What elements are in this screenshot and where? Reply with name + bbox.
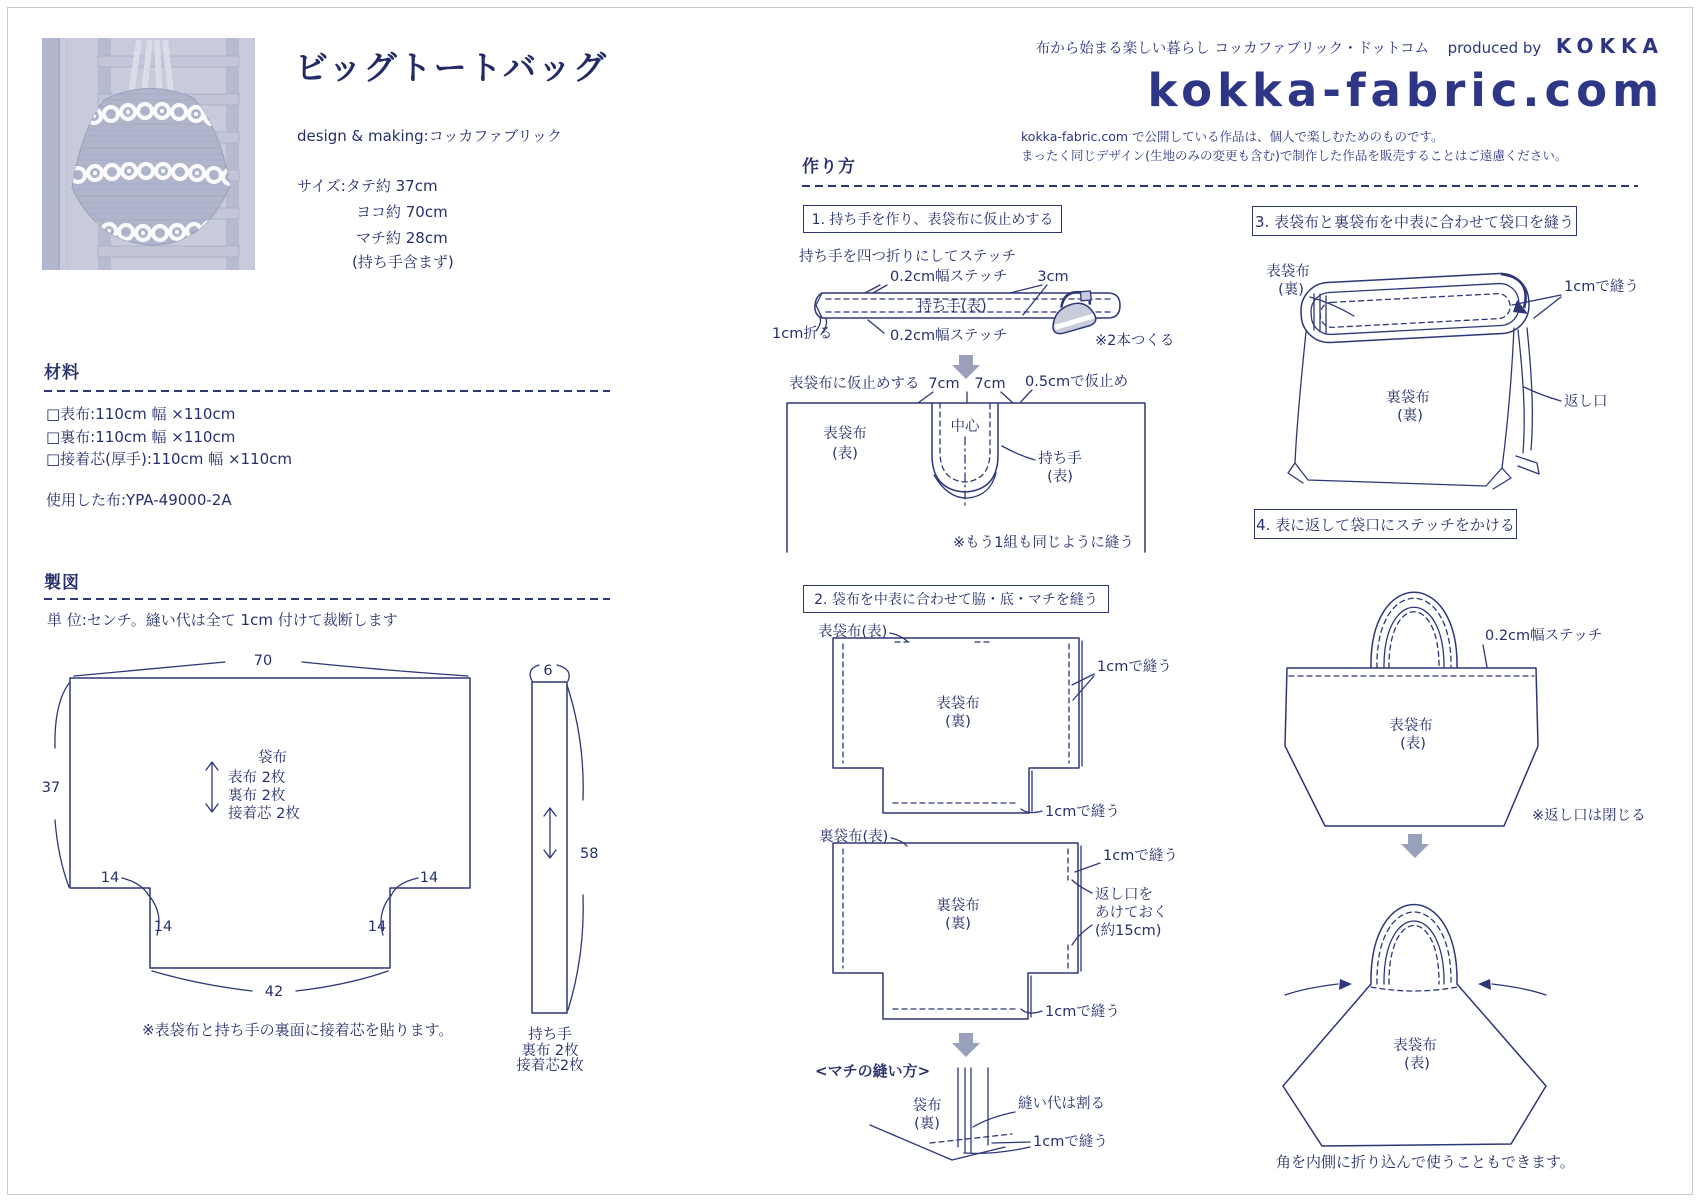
down-arrow-2 <box>952 1033 980 1057</box>
dim-handle-width-6: 6 <box>543 663 553 679</box>
final-handle-inner <box>1384 921 1444 984</box>
gusset-bag-l2: (裏) <box>914 1116 940 1132</box>
fold-arrow-left-head <box>1339 979 1352 990</box>
s2-sew-right-1: 1cmで縫う <box>1097 659 1172 675</box>
gusset-bag-l1: 袋布 <box>912 1098 942 1114</box>
unit-note: 単 位:センチ。縫い代は全て 1cm 付けて裁断します <box>47 611 398 629</box>
s2-outer-l2: (裏) <box>945 714 971 730</box>
size-line-3: マチ約 28cm <box>356 229 448 247</box>
pattern-outline <box>70 678 470 968</box>
handle-pattern-diagram <box>495 645 625 1085</box>
handle-front2-leader <box>1002 446 1035 460</box>
s2-sew-bottom-1: 1cmで縫う <box>1045 804 1120 820</box>
final-handle-stitch-2 <box>1389 926 1439 985</box>
dim-notch-right-depth: 14 <box>367 919 387 935</box>
materials-divider <box>44 390 610 392</box>
size-line-2: ヨコ約 70cm <box>356 203 448 221</box>
material-item-interfacing: □接着芯(厚手):110cm 幅 ×110cm <box>46 450 293 468</box>
s3-lining-l1: 裏袋布 <box>1386 390 1430 406</box>
s4-close-note: ※返し口は閉じる <box>1532 808 1646 824</box>
leader-left-lower <box>55 820 69 887</box>
gusset-sew-label: 1cmで縫う <box>1033 1134 1108 1150</box>
brand-header <box>1019 34 1664 165</box>
step1-diagram <box>770 235 1180 560</box>
stitch-bottom-leader <box>868 320 884 333</box>
howto-divider <box>802 185 1638 187</box>
outer-front-l1: 表袋布 <box>823 426 867 442</box>
handle-front2-l1: 持ち手 <box>1038 451 1082 467</box>
kokka-fabric-logo: kokka-fabric.com <box>1147 64 1664 117</box>
piece-name: 袋布 <box>258 750 287 766</box>
step3-title: 3. 表袋布と裏袋布を中表に合わせて袋口を縫う <box>1254 212 1575 231</box>
step3-diagram <box>1250 250 1670 505</box>
bag-photo <box>42 38 255 270</box>
leader-top-right <box>302 662 468 676</box>
s2-outer-face-label: 表袋布(表) <box>818 624 888 640</box>
fold-arrow-right <box>1492 984 1546 995</box>
dim-notch-top-right: 14 <box>419 870 439 886</box>
s2-sew-right-leaders <box>1072 674 1094 700</box>
final-bag-diagram <box>1260 862 1690 1192</box>
s2-sew-bottom-2: 1cmで縫う <box>1045 1004 1120 1020</box>
handle-grain-arrow <box>544 808 556 858</box>
drafting-heading: 製図 <box>44 573 80 593</box>
leader-notch-tl <box>122 878 149 896</box>
step2-diagram <box>770 575 1190 1065</box>
fold-arrow-right-head <box>1478 979 1491 990</box>
tuck-note: 角を内側に折り込んで使うこともできます。 <box>1276 1153 1575 1171</box>
page-title: ビッグトートバッグ <box>295 48 609 87</box>
leader-handle-right-lower <box>568 895 583 1010</box>
s3-opening-leader <box>1524 387 1561 401</box>
gusset-seam-allowances <box>958 1068 988 1153</box>
step1-sub: 持ち手を四つ折りにしてステッチ <box>799 249 1017 265</box>
handle-front2-l2: (表) <box>1047 469 1073 485</box>
gusset-press-leader <box>973 1112 1015 1127</box>
piece-qty-lining: 裏布 2枚 <box>228 788 286 804</box>
design-credit: design & making:コッカファブリック <box>297 127 562 145</box>
gusset-heading: <マチの縫い方> <box>815 1062 931 1080</box>
s3-outer-l2: (裏) <box>1278 282 1304 298</box>
s2-opening-leaders <box>1072 880 1092 945</box>
final-outer-l1: 表袋布 <box>1393 1038 1437 1054</box>
usage-notice <box>1021 127 1664 165</box>
dim-bottom-42: 42 <box>264 984 284 1000</box>
material-item-lining: □裏布:110cm 幅 ×110cm <box>46 427 236 446</box>
final-opening-stitch <box>1371 987 1457 991</box>
dim-3cm-leaders <box>1010 285 1047 315</box>
s2-sew-right-2: 1cmで縫う <box>1103 848 1178 864</box>
usage-notice-line-1: kokka-fabric.com で公開している作品は、個人で楽しむためのものです。 <box>1021 129 1444 144</box>
down-arrow-3 <box>1401 834 1429 858</box>
leader-handle-top-left <box>530 665 539 681</box>
s2-opening-l1: 返し口を <box>1095 887 1153 903</box>
dim-3cm: 3cm <box>1037 269 1069 285</box>
s3-lining-l2: (裏) <box>1397 408 1423 424</box>
leader-handle-top-right <box>557 665 569 681</box>
dim-height-37: 37 <box>41 780 61 796</box>
s2-lining-face-leader <box>891 838 907 846</box>
gusset-diagram <box>770 1055 1190 1200</box>
leader-top-left <box>74 662 225 676</box>
s2-lining-l2: (裏) <box>945 916 971 932</box>
stitch-label-top: 0.2cm幅ステッチ <box>890 269 1008 285</box>
handle-name: 持ち手 <box>528 1027 572 1043</box>
step4-diagram <box>1260 545 1660 875</box>
center-label: 中心 <box>950 419 980 435</box>
s3-sew-label: 1cmで縫う <box>1564 279 1639 295</box>
s4-stitch-leader <box>1483 645 1487 667</box>
s3-outer-leader <box>1310 297 1354 316</box>
leader-left-upper <box>55 682 70 748</box>
handle-qty-interfacing: 接着芯2枚 <box>516 1058 584 1074</box>
s2-outer-face-leader <box>890 633 907 641</box>
handle-front-label: 持ち手(表) <box>917 299 987 315</box>
howto-heading: 作り方 <box>802 157 856 177</box>
leader-bottom-left <box>152 971 252 991</box>
leader-notch-tr <box>391 878 418 896</box>
baste-label: 表袋布に仮止めする <box>789 376 920 392</box>
final-outer-l2: (表) <box>1404 1056 1430 1072</box>
leader-bottom-right <box>296 971 388 991</box>
step2-title: 2. 袋布を中表に合わせて脇・底・マチを縫う <box>814 592 1098 608</box>
dim-notch-left-depth: 14 <box>153 919 173 935</box>
handle-qty-lining: 裏布 2枚 <box>521 1043 579 1059</box>
s3-opening-label: 返し口 <box>1564 394 1608 410</box>
piece-qty-outer: 表布 2枚 <box>228 770 286 786</box>
usage-notice-line-2: まったく同じデザイン(生地のみの変更も含む)で制作した作品を販売することはご遠慮ください。 <box>1021 148 1568 163</box>
brand-tagline-line <box>1019 34 1664 58</box>
s3-bag-rim <box>1300 272 1531 344</box>
s2-outer-double-edge <box>1032 641 1082 811</box>
s4-outer-l2: (表) <box>1400 736 1426 752</box>
materials-heading: 材料 <box>44 363 80 383</box>
drafting-divider <box>44 598 610 600</box>
leader-handle-right-upper <box>567 685 583 800</box>
dim-handle-length-58: 58 <box>580 846 599 862</box>
step4-title: 4. 表に返して袋口にステッチをかける <box>1256 515 1515 534</box>
s2-lining-double-edge <box>1031 846 1081 1017</box>
s2-lining-l1: 裏袋布 <box>936 898 980 914</box>
s2-opening-l3: (約15cm) <box>1095 923 1162 939</box>
fold-1cm-label: 1cm折る <box>772 326 833 342</box>
fabric-used: 使用した布:YPA-49000-2A <box>46 491 232 509</box>
produced-by-label: produced by <box>1447 39 1542 57</box>
s4-outer-l1: 表袋布 <box>1389 718 1433 734</box>
step3-title-box <box>1252 206 1577 236</box>
s3-outer-l1: 表袋布 <box>1266 264 1310 280</box>
make-two-note: ※2本つくる <box>1095 333 1175 349</box>
size-line-1: サイズ:タテ約 37cm <box>297 177 438 195</box>
grain-arrow <box>206 762 218 812</box>
materials-list <box>46 403 292 471</box>
door-edge <box>42 38 58 270</box>
piece-qty-interfacing: 接着芯 2枚 <box>228 806 300 822</box>
step4-title-box <box>1254 509 1517 539</box>
s2-lining-face-label: 裏袋布(表) <box>819 829 889 845</box>
s2-outer-l1: 表袋布 <box>936 696 980 712</box>
s4-stitch-label: 0.2cm幅ステッチ <box>1485 628 1603 644</box>
repeat-note: ※もう1組も同じように縫う <box>953 535 1134 551</box>
material-item-outer: □表布:110cm 幅 ×110cm <box>46 405 236 423</box>
dim-notch-top-left: 14 <box>100 870 120 886</box>
s4-handle-stitch-2 <box>1389 612 1439 668</box>
brand-tagline: 布から始まる楽しい暮らし コッカファブリック・ドットコム <box>1035 41 1429 57</box>
s3-bag-body <box>1295 328 1514 486</box>
gusset-press-label: 縫い代は割る <box>1018 1096 1105 1112</box>
kokka-wordmark: KOKKA <box>1555 34 1664 58</box>
s3-opening-edge <box>1516 328 1539 474</box>
step1-title-box <box>803 205 1062 233</box>
main-pattern-diagram <box>30 640 490 1020</box>
s2-opening-l2: あけておく <box>1095 905 1168 921</box>
stitch-top-leader <box>865 285 887 293</box>
gusset-sew-leaders <box>964 1142 1030 1153</box>
dim-7cm-left: 7cm <box>928 376 960 392</box>
dim-7cm-right: 7cm <box>974 376 1006 392</box>
outer-front-l2: (表) <box>832 446 858 462</box>
size-line-4: (持ち手含まず) <box>352 253 454 271</box>
step1-title: 1. 持ち手を作り、表袋布に仮止めする <box>811 212 1054 228</box>
stitch-label-bottom: 0.2cm幅ステッチ <box>890 328 1008 344</box>
baste05-label: 0.5cmで仮止め <box>1025 374 1129 390</box>
s4-handle-inner <box>1384 607 1444 668</box>
interfacing-note: ※表袋布と持ち手の裏面に接着芯を貼ります。 <box>142 1021 454 1039</box>
dim-width-70: 70 <box>253 653 273 669</box>
fold-arrow-left <box>1285 984 1338 995</box>
